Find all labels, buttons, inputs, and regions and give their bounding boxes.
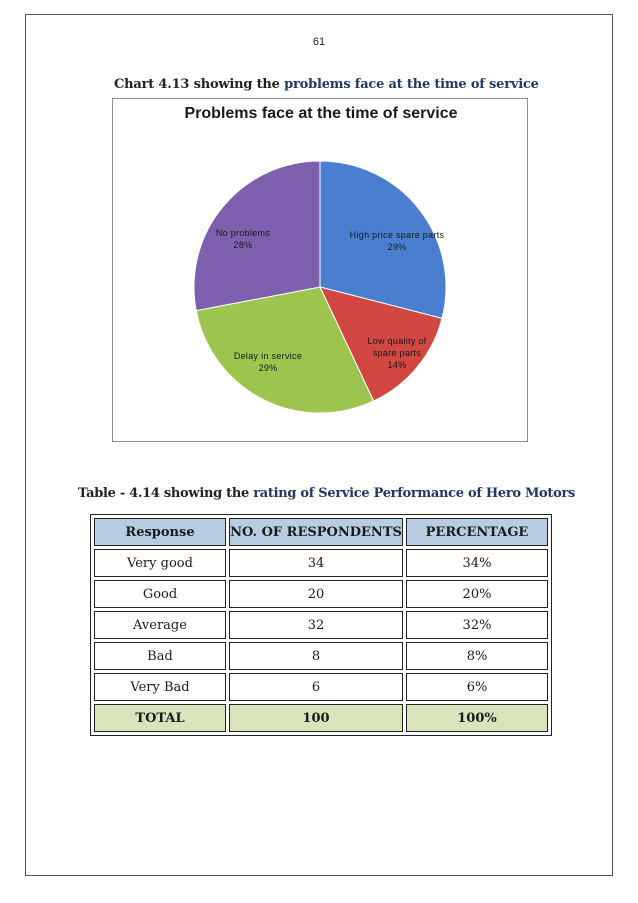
cell-respondents: 34 xyxy=(229,549,403,577)
rating-table xyxy=(90,514,552,736)
chart-title: Problems face at the time of service xyxy=(184,105,458,122)
table-row xyxy=(94,549,548,577)
slice-label-delay-name: Delay in service xyxy=(233,351,303,361)
pie-svg xyxy=(113,99,529,443)
table-row xyxy=(94,642,548,670)
cell-response: Average xyxy=(94,611,226,639)
cell-respondents: 8 xyxy=(229,642,403,670)
slice-label-no-problems-value: 28% xyxy=(233,240,253,250)
cell-percentage: 20% xyxy=(406,580,548,608)
slice-label-high-price xyxy=(347,229,447,253)
cell-response: Very Bad xyxy=(94,673,226,701)
header-respondents: NO. OF RESPONDENTS xyxy=(229,518,403,546)
slice-label-no-problems-name: No problems xyxy=(215,228,271,238)
slice-label-no-problems xyxy=(203,227,283,251)
cell-respondents: 6 xyxy=(229,673,403,701)
pie-chart xyxy=(112,98,528,442)
header-percentage: PERCENTAGE xyxy=(406,518,548,546)
table-header-row xyxy=(94,518,548,546)
table-row xyxy=(94,673,548,701)
table-caption-highlight: rating of Service Performance of Hero Motors xyxy=(253,486,576,501)
table-caption xyxy=(78,486,575,501)
cell-respondents: 32 xyxy=(229,611,403,639)
table-caption-prefix: Table - 4.14 showing the xyxy=(78,486,254,501)
cell-percentage: 34% xyxy=(406,549,548,577)
table-row xyxy=(94,580,548,608)
total-label: TOTAL xyxy=(94,704,226,732)
chart-caption xyxy=(114,77,539,92)
slice-label-low-quality-value: 14% xyxy=(387,360,407,370)
cell-percentage: 8% xyxy=(406,642,548,670)
slice-label-low-quality xyxy=(357,335,437,371)
total-percentage: 100% xyxy=(406,704,548,732)
table-row xyxy=(94,611,548,639)
slice-label-delay-value: 29% xyxy=(258,363,278,373)
header-response: Response xyxy=(94,518,226,546)
cell-percentage: 6% xyxy=(406,673,548,701)
cell-respondents: 20 xyxy=(229,580,403,608)
total-respondents: 100 xyxy=(229,704,403,732)
slice-label-high-price-name: High price spare parts xyxy=(349,230,445,240)
chart-caption-highlight: problems face at the time of service xyxy=(284,77,539,92)
page-number: 61 xyxy=(312,36,326,48)
cell-response: Good xyxy=(94,580,226,608)
slice-label-delay xyxy=(223,350,313,374)
slice-label-low-quality-name: Low quality of spare parts xyxy=(367,336,427,358)
cell-response: Bad xyxy=(94,642,226,670)
slice-label-high-price-value: 29% xyxy=(387,242,407,252)
cell-percentage: 32% xyxy=(406,611,548,639)
cell-response: Very good xyxy=(94,549,226,577)
table-total-row xyxy=(94,704,548,732)
chart-caption-prefix: Chart 4.13 showing the xyxy=(114,77,285,92)
